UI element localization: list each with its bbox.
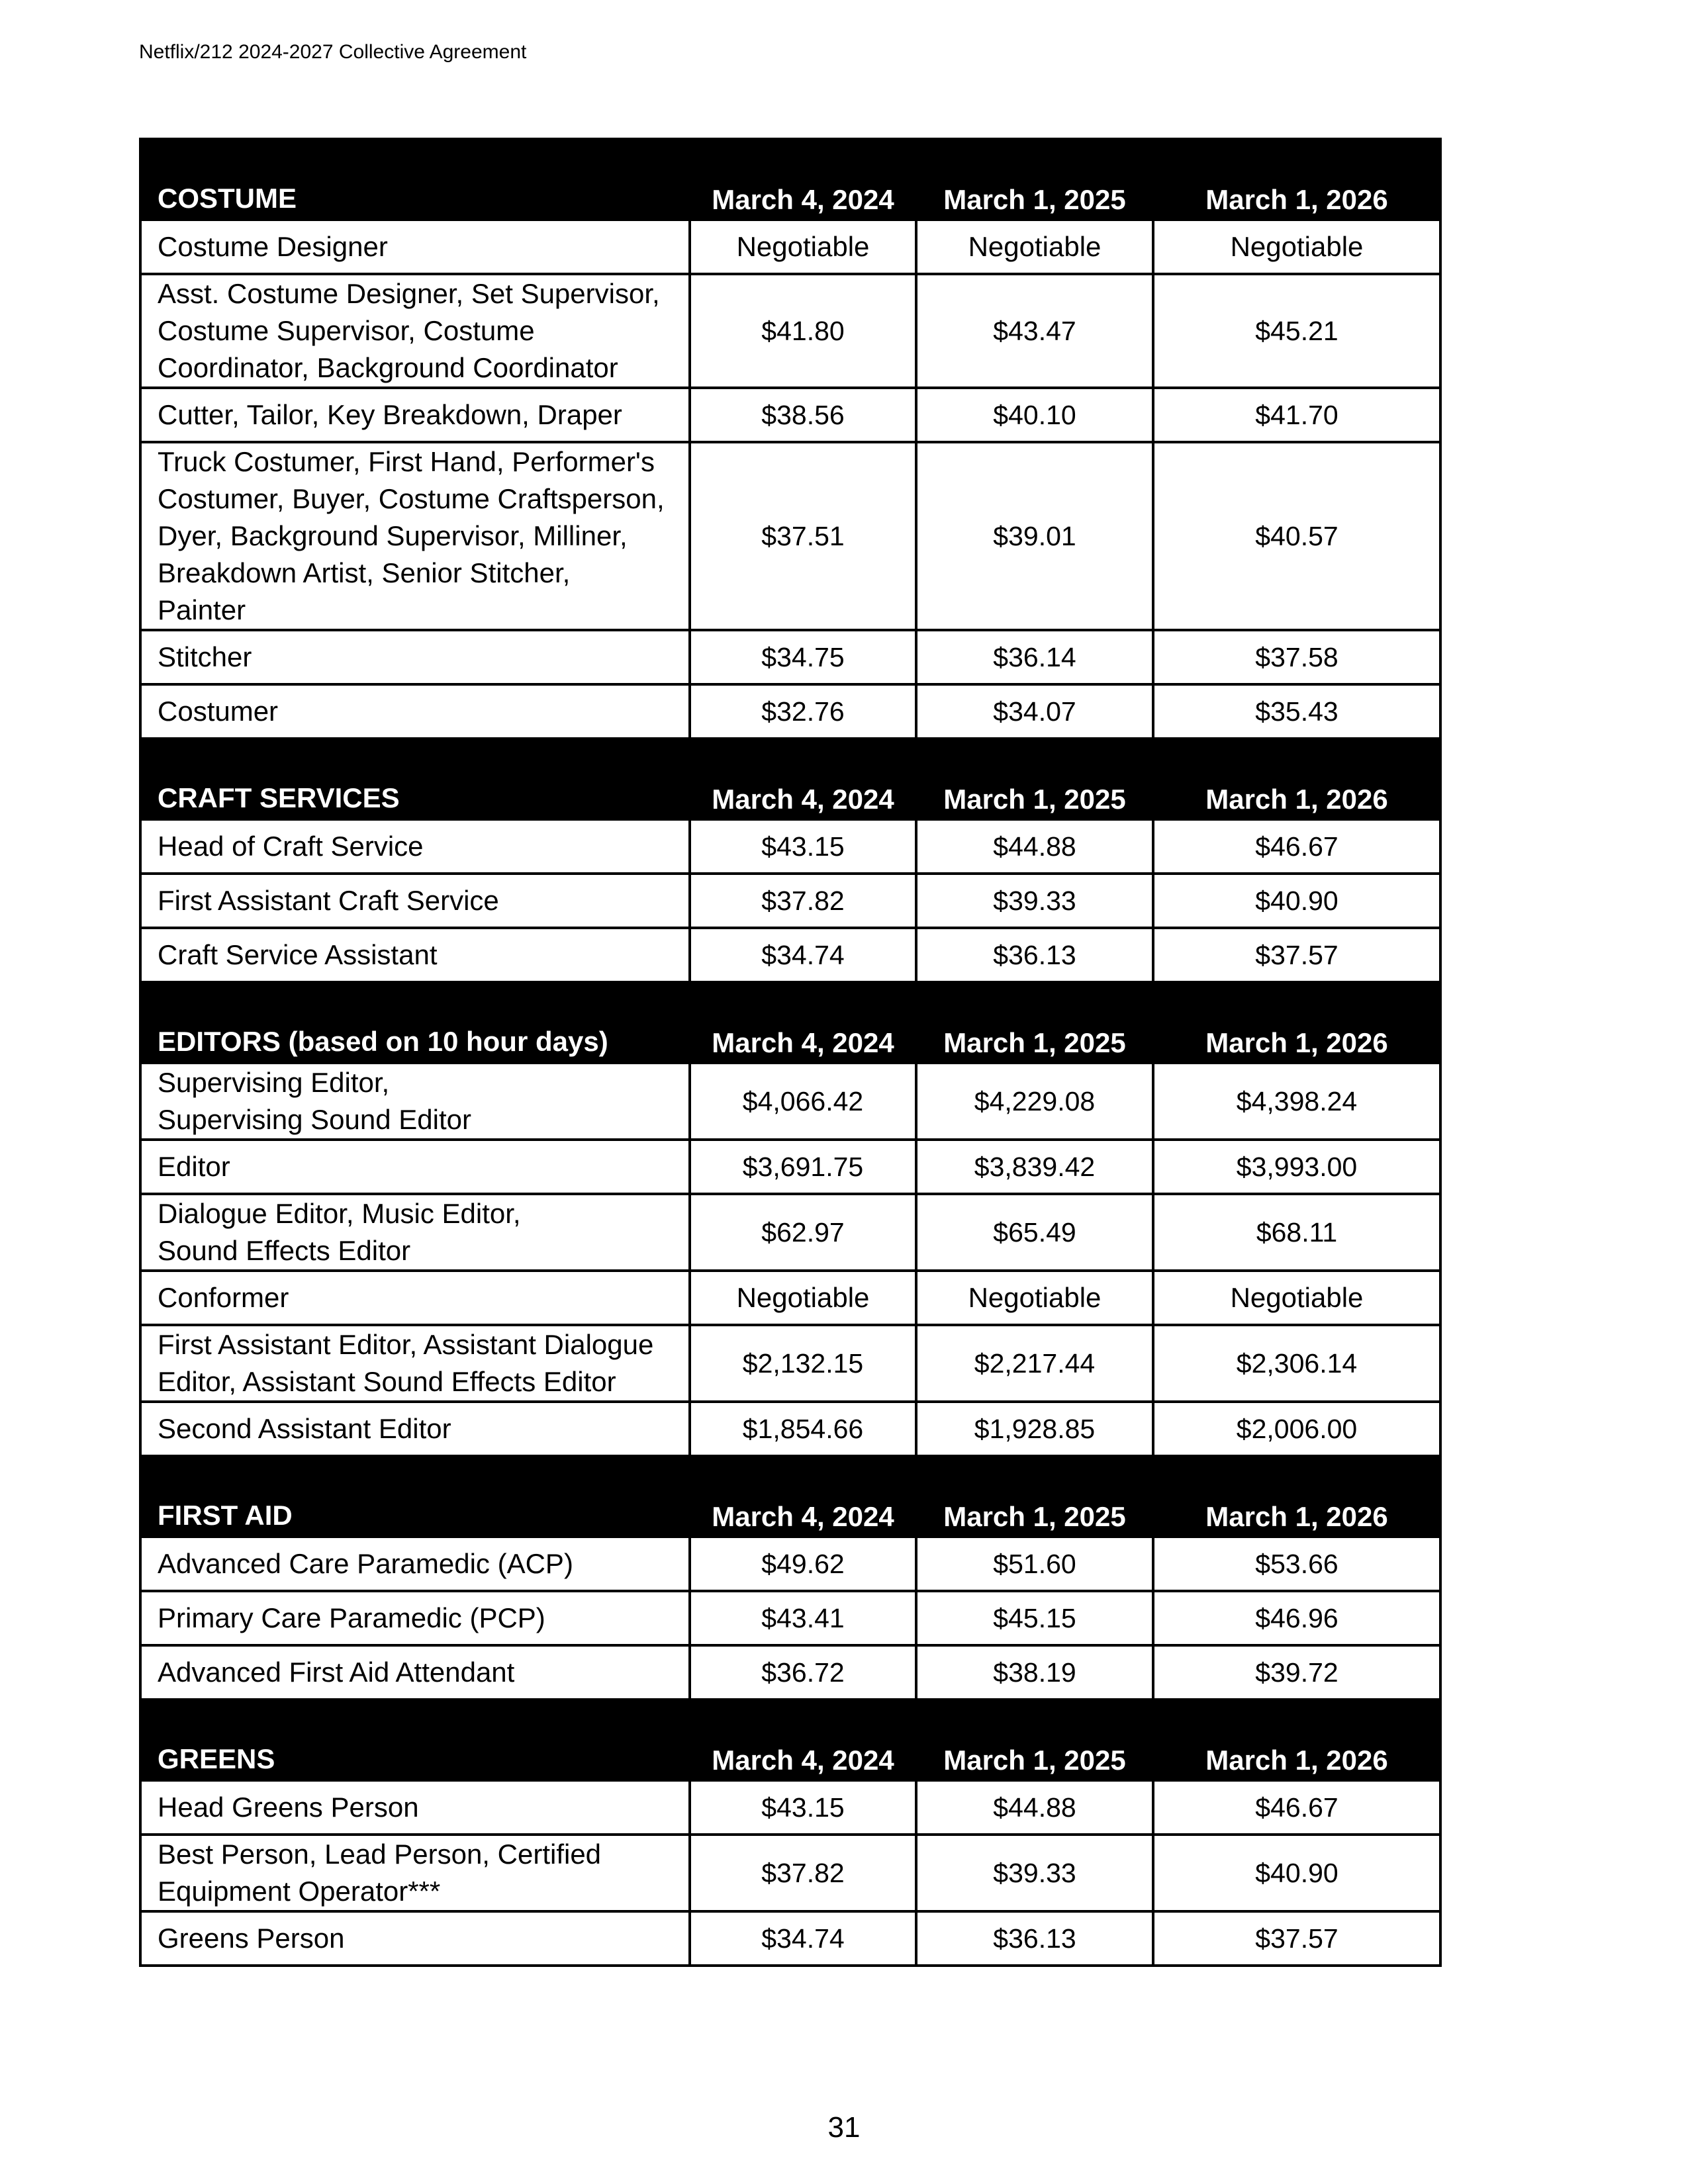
rate-cell: $3,691.75 — [690, 1140, 916, 1194]
table-row — [140, 220, 1440, 274]
job-title-line: Second Assistant Editor — [158, 1413, 451, 1444]
rate-cell: $34.74 — [690, 928, 916, 982]
rate-cell: $45.21 — [1153, 274, 1440, 388]
rate-cell: $39.01 — [916, 442, 1153, 630]
rate-cell: $4,398.24 — [1153, 1063, 1440, 1140]
section-header-row — [140, 982, 1440, 1063]
effective-date-header: March 1, 2026 — [1153, 739, 1440, 819]
table-row — [140, 1063, 1440, 1140]
rate-cell: $2,132.15 — [690, 1325, 916, 1402]
effective-date-header: March 1, 2025 — [916, 982, 1153, 1063]
rate-cell: $43.47 — [916, 274, 1153, 388]
table-row — [140, 442, 1440, 630]
job-title-cell — [140, 1780, 690, 1835]
table-row — [140, 1591, 1440, 1645]
job-title-cell — [140, 442, 690, 630]
rate-cell: $39.33 — [916, 1835, 1153, 1911]
job-title-line: Truck Costumer, First Hand, Performer's — [158, 446, 655, 477]
rate-cell: $45.15 — [916, 1591, 1153, 1645]
rate-cell: $2,006.00 — [1153, 1402, 1440, 1456]
job-title-line: Best Person, Lead Person, Certified — [158, 1839, 602, 1870]
job-title-cell — [140, 1537, 690, 1591]
rate-cell: $40.10 — [916, 388, 1153, 442]
rate-cell: $40.90 — [1153, 874, 1440, 928]
rate-cell: $37.82 — [690, 874, 916, 928]
section-title: CRAFT SERVICES — [140, 739, 690, 819]
job-title-line: Craft Service Assistant — [158, 939, 438, 970]
table-row — [140, 630, 1440, 684]
job-title-line: Head Greens Person — [158, 1792, 419, 1823]
page-number: 31 — [827, 2111, 861, 2144]
effective-date-header: March 4, 2024 — [690, 739, 916, 819]
rate-cell: $34.07 — [916, 684, 1153, 739]
section-header-row — [140, 739, 1440, 819]
table-row — [140, 819, 1440, 874]
table-row — [140, 1911, 1440, 1966]
table-row — [140, 1835, 1440, 1911]
rate-cell: Negotiable — [916, 220, 1153, 274]
rate-cell: $37.82 — [690, 1835, 916, 1911]
job-title-line: Dialogue Editor, Music Editor, — [158, 1198, 521, 1229]
section-title: COSTUME — [140, 139, 690, 220]
rate-cell: $43.41 — [690, 1591, 916, 1645]
job-title-line: Dyer, Background Supervisor, Milliner, — [158, 520, 628, 551]
effective-date-header: March 4, 2024 — [690, 1456, 916, 1537]
job-title-line: First Assistant Editor, Assistant Dialogue — [158, 1329, 654, 1360]
running-header: Netflix/212 2024-2027 Collective Agreement — [139, 41, 527, 63]
job-title-cell — [140, 220, 690, 274]
job-title-cell — [140, 1140, 690, 1194]
effective-date-header: March 1, 2025 — [916, 739, 1153, 819]
rate-cell: $53.66 — [1153, 1537, 1440, 1591]
rate-cell: $51.60 — [916, 1537, 1153, 1591]
job-title-line: Supervising Sound Editor — [158, 1104, 471, 1135]
rate-cell: $1,854.66 — [690, 1402, 916, 1456]
job-title-line: Costumer, Buyer, Costume Craftsperson, — [158, 483, 665, 514]
table-row — [140, 1271, 1440, 1325]
job-title-cell — [140, 874, 690, 928]
job-title-cell — [140, 928, 690, 982]
effective-date-header: March 4, 2024 — [690, 982, 916, 1063]
rate-cell: $37.58 — [1153, 630, 1440, 684]
job-title-line: Conformer — [158, 1282, 289, 1313]
rate-cell: $39.33 — [916, 874, 1153, 928]
rate-cell: Negotiable — [1153, 220, 1440, 274]
job-title-cell — [140, 1063, 690, 1140]
rate-cell: $41.70 — [1153, 388, 1440, 442]
section-header-row — [140, 1456, 1440, 1537]
rate-cell: $62.97 — [690, 1194, 916, 1271]
job-title-line: Editor, Assistant Sound Effects Editor — [158, 1366, 616, 1397]
job-title-cell — [140, 1591, 690, 1645]
table-row — [140, 1194, 1440, 1271]
rate-cell: $68.11 — [1153, 1194, 1440, 1271]
table-row — [140, 928, 1440, 982]
table-row — [140, 388, 1440, 442]
job-title-cell — [140, 274, 690, 388]
job-title-line: Coordinator, Background Coordinator — [158, 352, 618, 383]
job-title-line: Asst. Costume Designer, Set Supervisor, — [158, 278, 660, 309]
rate-cell: $4,066.42 — [690, 1063, 916, 1140]
table-row — [140, 1402, 1440, 1456]
job-title-line: Supervising Editor, — [158, 1067, 390, 1098]
rate-cell: $3,993.00 — [1153, 1140, 1440, 1194]
rate-cell: Negotiable — [690, 1271, 916, 1325]
job-title-line: Head of Craft Service — [158, 831, 424, 862]
wage-rate-table-body — [140, 139, 1440, 1966]
rate-cell: $40.90 — [1153, 1835, 1440, 1911]
section-header-row — [140, 139, 1440, 220]
job-title-cell — [140, 819, 690, 874]
rate-cell: $46.67 — [1153, 819, 1440, 874]
rate-cell: $36.14 — [916, 630, 1153, 684]
rate-cell: $37.51 — [690, 442, 916, 630]
effective-date-header: March 1, 2026 — [1153, 982, 1440, 1063]
job-title-line: Stitcher — [158, 641, 252, 672]
rate-cell: $41.80 — [690, 274, 916, 388]
table-row — [140, 874, 1440, 928]
effective-date-header: March 1, 2026 — [1153, 1700, 1440, 1780]
section-title: GREENS — [140, 1700, 690, 1780]
rate-cell: $37.57 — [1153, 928, 1440, 982]
rate-cell: $40.57 — [1153, 442, 1440, 630]
wage-rate-table — [139, 138, 1442, 1967]
job-title-line: Advanced Care Paramedic (ACP) — [158, 1548, 573, 1579]
table-row — [140, 1140, 1440, 1194]
effective-date-header: March 1, 2025 — [916, 139, 1153, 220]
rate-cell: $36.13 — [916, 1911, 1153, 1966]
table-row — [140, 1645, 1440, 1700]
rate-cell: $36.13 — [916, 928, 1153, 982]
job-title-line: Advanced First Aid Attendant — [158, 1657, 515, 1688]
job-title-line: Breakdown Artist, Senior Stitcher, — [158, 557, 571, 588]
rate-cell: $34.75 — [690, 630, 916, 684]
section-title: EDITORS (based on 10 hour days) — [140, 982, 690, 1063]
job-title-line: Costume Designer — [158, 231, 388, 262]
rate-cell: $38.19 — [916, 1645, 1153, 1700]
rate-cell: $44.88 — [916, 1780, 1153, 1835]
rate-cell: $32.76 — [690, 684, 916, 739]
rate-cell: $49.62 — [690, 1537, 916, 1591]
job-title-cell — [140, 1645, 690, 1700]
rate-cell: $46.96 — [1153, 1591, 1440, 1645]
job-title-line: Primary Care Paramedic (PCP) — [158, 1602, 545, 1633]
job-title-cell — [140, 630, 690, 684]
job-title-cell — [140, 1911, 690, 1966]
job-title-line: Costume Supervisor, Costume — [158, 315, 535, 346]
job-title-line: Equipment Operator*** — [158, 1876, 441, 1907]
rate-cell: $37.57 — [1153, 1911, 1440, 1966]
job-title-line: Greens Person — [158, 1923, 345, 1954]
job-title-cell — [140, 1402, 690, 1456]
effective-date-header: March 4, 2024 — [690, 139, 916, 220]
section-header-row — [140, 1700, 1440, 1780]
effective-date-header: March 1, 2025 — [916, 1456, 1153, 1537]
rate-cell: $44.88 — [916, 819, 1153, 874]
rate-cell: $2,217.44 — [916, 1325, 1153, 1402]
rate-cell: $38.56 — [690, 388, 916, 442]
rate-cell: $46.67 — [1153, 1780, 1440, 1835]
job-title-cell — [140, 1325, 690, 1402]
effective-date-header: March 4, 2024 — [690, 1700, 916, 1780]
table-row — [140, 1780, 1440, 1835]
rate-cell: Negotiable — [690, 220, 916, 274]
section-title: FIRST AID — [140, 1456, 690, 1537]
job-title-cell — [140, 1835, 690, 1911]
job-title-cell — [140, 1271, 690, 1325]
job-title-cell — [140, 388, 690, 442]
effective-date-header: March 1, 2025 — [916, 1700, 1153, 1780]
rate-cell: $2,306.14 — [1153, 1325, 1440, 1402]
table-row — [140, 1325, 1440, 1402]
rate-cell: $3,839.42 — [916, 1140, 1153, 1194]
job-title-line: First Assistant Craft Service — [158, 885, 499, 916]
effective-date-header: March 1, 2026 — [1153, 139, 1440, 220]
effective-date-header: March 1, 2026 — [1153, 1456, 1440, 1537]
job-title-cell — [140, 684, 690, 739]
rate-cell: $65.49 — [916, 1194, 1153, 1271]
rate-cell: $43.15 — [690, 819, 916, 874]
job-title-line: Painter — [158, 594, 246, 625]
table-row — [140, 684, 1440, 739]
rate-cell: $4,229.08 — [916, 1063, 1153, 1140]
table-row — [140, 1537, 1440, 1591]
job-title-line: Cutter, Tailor, Key Breakdown, Draper — [158, 399, 622, 430]
job-title-line: Editor — [158, 1151, 230, 1182]
rate-cell: $35.43 — [1153, 684, 1440, 739]
rate-cell: Negotiable — [1153, 1271, 1440, 1325]
rate-cell: $43.15 — [690, 1780, 916, 1835]
job-title-line: Sound Effects Editor — [158, 1235, 411, 1266]
rate-cell: $36.72 — [690, 1645, 916, 1700]
rate-cell: $1,928.85 — [916, 1402, 1153, 1456]
job-title-cell — [140, 1194, 690, 1271]
rate-cell: $39.72 — [1153, 1645, 1440, 1700]
table-row — [140, 274, 1440, 388]
job-title-line: Costumer — [158, 696, 279, 727]
rate-cell: $34.74 — [690, 1911, 916, 1966]
rate-cell: Negotiable — [916, 1271, 1153, 1325]
